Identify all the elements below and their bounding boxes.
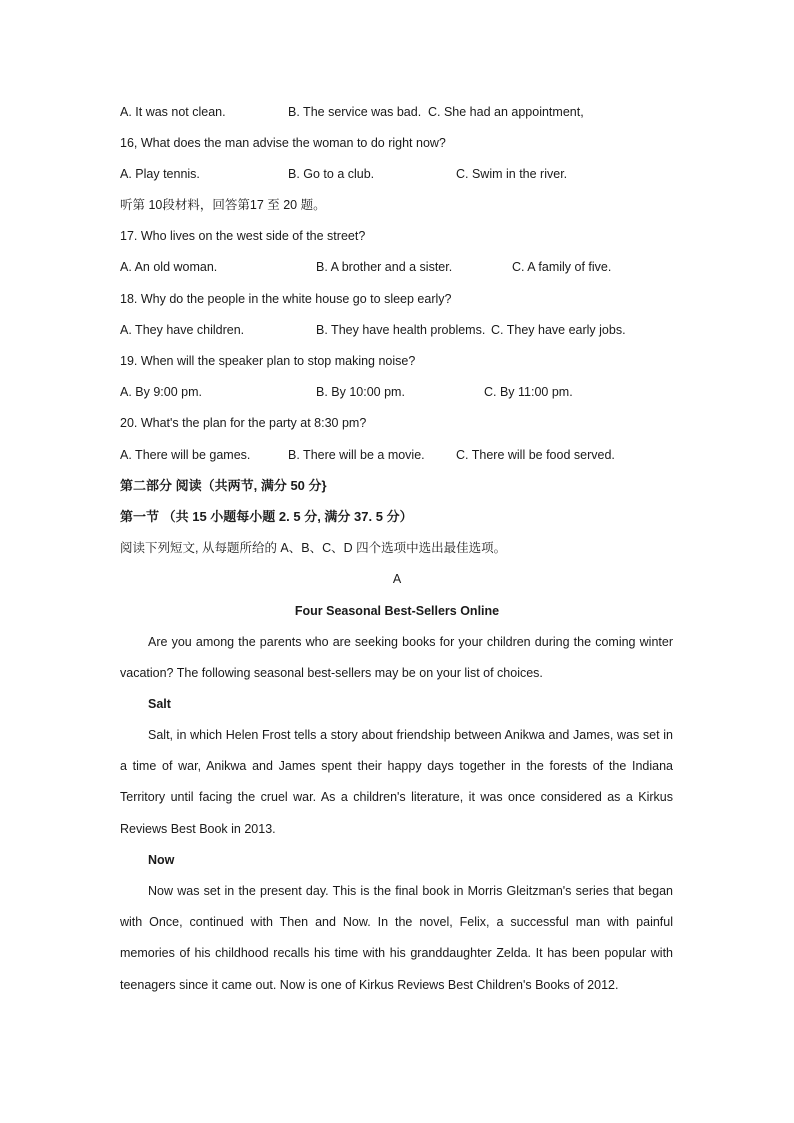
book-title-now: Now xyxy=(148,853,175,867)
question-16: 16, What does the man advise the woman to do right now? xyxy=(120,136,446,150)
option-a: A. Play tennis. xyxy=(120,167,200,181)
option-a: A. It was not clean. xyxy=(120,105,226,119)
salt-paragraph: Salt, in which Helen Frost tells a story about friendship between Anikwa and James, was set in a time of war, Anikwa and James spent their happy days together in the forests of the Indiana Territory until facing the cruel war. As a children's literature, it was once considered as a Kirkus Reviews Best Book in 2013. xyxy=(120,728,673,836)
question-20: 20. What's the plan for the party at 8:30 pm? xyxy=(120,416,367,430)
option-c: C. She had an appointment, xyxy=(428,105,584,119)
option-b: B. They have health problems. xyxy=(316,323,486,337)
option-c: C. A family of five. xyxy=(512,260,612,274)
option-b: B. The service was bad. xyxy=(288,105,422,119)
passage-letter: A xyxy=(392,572,402,586)
option-b: B. A brother and a sister. xyxy=(316,260,453,274)
now-paragraph: Now was set in the present day. This is the final book in Morris Gleitzman's series that began with Once, continued with Then and Now. In the novel, Felix, a successful man with painful memories of his childhood recalls his time with his granddaughter Zelda. It has been popular with teenagers since it came out. Now is one of Kirkus Reviews Best Children's Books of 2012. xyxy=(120,884,673,992)
option-b: B. There will be a movie. xyxy=(288,448,425,462)
question-17: 17. Who lives on the west side of the street? xyxy=(120,229,366,243)
option-a: A. An old woman. xyxy=(120,260,218,274)
part-two-heading: 第二部分 阅读（共两节, 满分 50 分} xyxy=(120,478,327,493)
option-a: A. There will be games. xyxy=(120,448,251,462)
intro-paragraph: Are you among the parents who are seeking books for your children during the coming winter vacation? The following seasonal best-sellers may be on your list of choices. xyxy=(120,635,673,681)
option-b: B. Go to a club. xyxy=(288,167,375,181)
option-c: C. There will be food served. xyxy=(456,448,615,462)
option-c: C. They have early jobs. xyxy=(491,323,626,337)
option-b: B. By 10:00 pm. xyxy=(316,385,405,399)
section-one-heading: 第一节 （共 15 小题每小题 2. 5 分, 满分 37. 5 分） xyxy=(120,509,413,524)
section-instruction-17-20: 听第 10段材料，回答第17 至 20 题。 xyxy=(120,198,326,212)
passage-title: Four Seasonal Best-Sellers Online xyxy=(294,604,500,618)
book-title-salt: Salt xyxy=(148,697,171,711)
question-19: 19. When will the speaker plan to stop making noise? xyxy=(120,354,416,368)
option-c: C. Swim in the river. xyxy=(456,167,568,181)
option-a: A. They have children. xyxy=(120,323,245,337)
option-c: C. By 11:00 pm. xyxy=(484,385,573,399)
option-a: A. By 9:00 pm. xyxy=(120,385,202,399)
question-18: 18. Why do the people in the white house go to sleep early? xyxy=(120,292,452,306)
reading-instruction: 阅读下列短文, 从每题所给的 A、B、C、D 四个选项中选出最佳选项。 xyxy=(120,541,507,555)
